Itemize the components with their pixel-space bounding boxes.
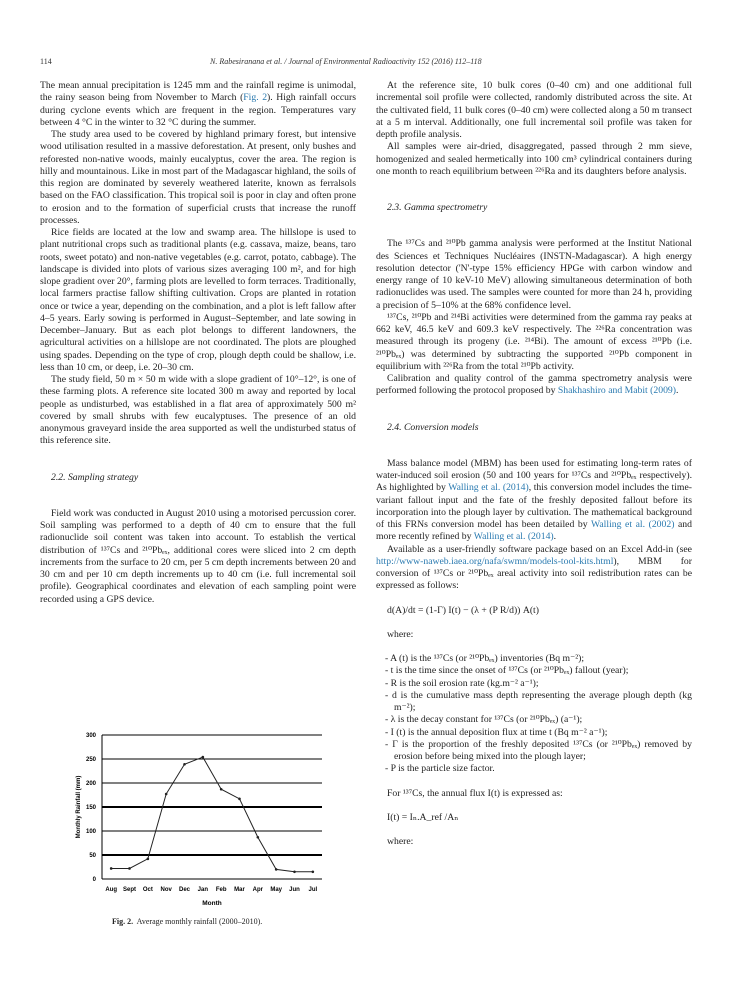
citation-link[interactable]: Shakhashiro and Mabit (2009) bbox=[557, 385, 676, 397]
paragraph: Field work was conducted in August 2010 using a motorised percussion corer. Soil sampling was performed to a depth of 40 cm to ensure that the full radionuclide soil content was taken into account. To establish the vertical distribution of ¹³⁷Cs and ²¹⁰Pbₑₓ, additional cores were sliced into 2 cm depth increments from the surface to 20 cm, per 5 cm depth increments between 20 and 30 cm and per 10 cm depth increments up to 40 cm (i.e. full incremental soil profile). Geographical coordinates and elevation of each sampling point were recorded using a GPS device. bbox=[40, 507, 356, 605]
running-title: N. Rabesiranana et al. / Journal of Environmental Radioactivity 152 (2016) 112–118 bbox=[210, 57, 482, 66]
x-tick-label: Mar bbox=[234, 887, 245, 893]
definition-list bbox=[376, 653, 692, 776]
x-axis-label: Month bbox=[202, 900, 222, 907]
paragraph: For ¹³⁷Cs, the annual flux I(t) is expressed as: bbox=[387, 787, 563, 799]
x-tick-label: Apr bbox=[252, 887, 264, 893]
where-label: where: bbox=[387, 628, 414, 640]
x-tick-label: Jun bbox=[289, 887, 300, 893]
x-tick-label: Nov bbox=[160, 887, 172, 893]
y-tick-label: 250 bbox=[85, 757, 96, 763]
paragraph: Mass balance model (MBM) has been used for estimating long-term rates of water-induced soil erosion (50 and 100 years for ¹³⁷Cs and ²¹⁰Pbₑₓ respectively). As highlighted by Walling et al. (2014), this conversion model includes the time-variant fallout input and the fate of the freshly deposited fallout before its incorporation into the plough layer by cultivation. The mathematical background of this FRNs conversion model has been detailed by Walling et al. (2002) and more recently refined by Walling et al. (2014). bbox=[376, 457, 692, 543]
section-heading: 2.4. Conversion models bbox=[387, 421, 479, 433]
paragraph: All samples were air-dried, disaggregated, passed through 2 mm sieve, homogenized and sealed hermetically into 100 cm³ cylindrical containers during one month to reach equilibrium between ²²⁶Ra and its daughters before analysis. bbox=[376, 141, 692, 177]
right-column bbox=[376, 80, 692, 848]
x-tick-label: Feb bbox=[215, 887, 227, 893]
section-heading: 2.3. Gamma spectrometry bbox=[387, 202, 488, 213]
citation-link[interactable]: Walling et al. (2014) bbox=[448, 482, 529, 494]
y-tick-label: 100 bbox=[85, 829, 96, 835]
x-tick-label: Dec bbox=[178, 887, 191, 893]
list-item: - Γ is the proportion of the freshly deposited ¹³⁷Cs (or ²¹⁰Pbₑₓ) removed by erosion before being mixed into the plough layer; bbox=[376, 739, 692, 764]
paragraph: The mean annual precipitation is 1245 mm and the rainfall regime is unimodal, the rainy season being from November to March (Fig. 2). High rainfall occurs during cyclone events which are frequent in the region. Temperatures vary between 4 °C in the winter to 32 °C during the summer. bbox=[40, 80, 356, 128]
data-point-oct bbox=[147, 858, 150, 861]
list-item: - I (t) is the annual deposition flux at time t (Bq m⁻² a⁻¹); bbox=[376, 727, 692, 739]
paragraph: At the reference site, 10 bulk cores (0–40 cm) and one additional full incremental soil profile were collected, randomly distributed across the site. At the cultivated field, 11 bulk cores (0–40 cm) were collected along a 50 m transect at a 5 m interval. Additionally, one full incremental soil profile was taken for depth profile analysis. bbox=[376, 80, 692, 140]
rainfall-chart bbox=[70, 725, 340, 915]
x-tick-label: Sept bbox=[122, 887, 137, 893]
paragraph: ¹³⁷Cs, ²¹⁰Pb and ²¹⁴Bi activities were determined from the gamma ray peaks at 662 keV, 46.5 keV and 609.3 keV respectively. The ²²⁶Ra concentration was measured through its progeny (i.e. ²¹⁴Bi). The amount of excess ²¹⁰Pb (i.e. ²¹⁰Pbₑₓ) was determined by subtracting the supported ²¹⁰Pb component in equilibrium with ²²⁶Ra from the total ²¹⁰Pb activity. bbox=[376, 311, 692, 372]
page-number: 114 bbox=[40, 57, 52, 66]
data-point-jun bbox=[293, 871, 296, 874]
y-tick-label: 50 bbox=[89, 853, 96, 859]
citation-link[interactable]: Walling et al. (2014) bbox=[473, 531, 554, 543]
data-point-mar bbox=[238, 798, 241, 801]
paragraph: The ¹³⁷Cs and ²¹⁰Pb gamma analysis were performed at the Institut National des Sciences et Techniques Nucléaires (INSTN-Madagascar). A high energy resolution detector ('N'-type 15% efficiency HPGe with carbon window and energy range of 10 keV-10 MeV) allowing simultaneous determination of both radionuclides was used. The samples were counted for more than 24 h, providing a precision of 5–10% at the 68% confidence level. bbox=[376, 238, 692, 311]
figure-caption: Fig. 2. Average monthly rainfall (2000–2010). bbox=[112, 917, 263, 926]
x-tick-label: Oct bbox=[142, 887, 153, 893]
data-point-nov bbox=[165, 793, 168, 796]
list-item: - P is the particle size factor. bbox=[376, 763, 692, 775]
list-item: - R is the soil erosion rate (kg.m⁻² a⁻¹); bbox=[376, 678, 692, 690]
data-point-dec bbox=[183, 763, 186, 766]
equation-mass-balance: d(A)/dt = (1-Γ) I(t) − (λ + (P R/d)) A(t) bbox=[387, 604, 539, 616]
left-column bbox=[40, 80, 356, 606]
data-point-feb bbox=[220, 788, 223, 791]
y-tick-label: 0 bbox=[92, 877, 96, 883]
section-heading: 2.2. Sampling strategy bbox=[51, 471, 139, 483]
paragraph: The study area used to be covered by highland primary forest, but intensive wood utilisation resulted in a massive deforestation. At present, only bushes and reforested non-native woods, mainly eucalyptus, cover the area. The region is hilly and mountainous. Like in most part of the Madagascar highland, the soils of this region are dominated by severely weathered laterite, known as ferralsols based on the FAO classification. This tropical soil is poor in clay and often prone to erosion and to the formation of superficial crusts that increase the runoff processes. bbox=[40, 129, 356, 226]
url-link[interactable]: http://www-naweb.iaea.org/nafa/swmn/models-tool-kits.html bbox=[376, 555, 614, 567]
data-point-apr bbox=[257, 836, 260, 839]
paragraph: Available as a user-friendly software package based on an Excel Add-in (see http://www-naweb.iaea.org/nafa/swmn/models-tool-kits.html), MBM for conversion of ¹³⁷Cs or ²¹⁰Pbₑₓ areal activity into soil redistribution rates can be expressed as follows: bbox=[376, 543, 692, 592]
x-tick-label: Aug bbox=[105, 887, 118, 893]
paragraph: Calibration and quality control of the gamma spectrometry analysis were performed following the protocol proposed by Shakhashiro and Mabit (2009). bbox=[376, 373, 692, 397]
data-point-jul bbox=[312, 871, 315, 874]
list-item: - λ is the decay constant for ¹³⁷Cs (or ²¹⁰Pbₑₓ) (a⁻¹); bbox=[376, 714, 692, 726]
data-point-sept bbox=[128, 867, 131, 870]
data-point-aug bbox=[110, 867, 113, 870]
equation-annual-flux: I(t) = Iₙ.A_ref /Aₙ bbox=[387, 811, 459, 823]
paragraph: Rice fields are located at the low and swamp area. The hillslope is used to plant nutritional crops such as traditional plants (e.g. cassava, maize, beans, taro roots, sweet potato) and non-native vegetables (e.g. carrot, potato, cabbage). The landscape is divided into plots of various sizes averaging 100 m², and for high slope gradient over 20°, farming plots are levelled to form terraces. Traditionally, local farmers practise fallow shifting cultivation. Crops are planted in rotation once or twice a year, depending on the combination, and a plot is left fallow after 4–5 years. Early sowing is performed in August–September, and late sowing in December–January. But as each plot belongs to different landowners, the agricultural activities on a hillslope are not coordinated. The plots are ploughed using spades. Depending on the type of crop, plough depth could be shallow, i.e. less than 10 cm, or deep, i.e. 20–30 cm. bbox=[40, 227, 356, 373]
list-item: - A (t) is the ¹³⁷Cs (or ²¹⁰Pbₑₓ) inventories (Bq m⁻²); bbox=[376, 653, 692, 665]
y-tick-label: 300 bbox=[85, 733, 96, 739]
y-tick-label: 150 bbox=[85, 805, 96, 811]
data-point-jan bbox=[202, 756, 205, 759]
list-item: - t is the time since the onset of ¹³⁷Cs (or ²¹⁰Pbₑₓ) fallout (year); bbox=[376, 665, 692, 677]
paragraph: The study field, 50 m × 50 m wide with a slope gradient of 10°–12°, is one of these farming plots. A reference site located 300 m away and reported by local people as undisturbed, was established in a flat area of approximately 500 m² covered by small shrubs with few eucalyptuses. The presence of an old anonymous graveyard inside the area supported as well the undisturbed status of this reference site. bbox=[40, 374, 356, 447]
x-tick-label: May bbox=[270, 887, 283, 893]
x-tick-label: Jan bbox=[197, 887, 209, 893]
y-tick-label: 200 bbox=[85, 781, 96, 787]
list-item: - d is the cumulative mass depth representing the average plough depth (kg m⁻²); bbox=[376, 690, 692, 715]
citation-link[interactable]: Walling et al. (2002) bbox=[591, 519, 675, 530]
figure-link[interactable]: Fig. 2 bbox=[243, 92, 268, 104]
x-tick-label: Jul bbox=[308, 887, 318, 893]
where-label: where: bbox=[387, 836, 414, 847]
y-axis-label: Monthly Rainfall (mm) bbox=[76, 775, 82, 839]
data-point-may bbox=[275, 868, 278, 871]
